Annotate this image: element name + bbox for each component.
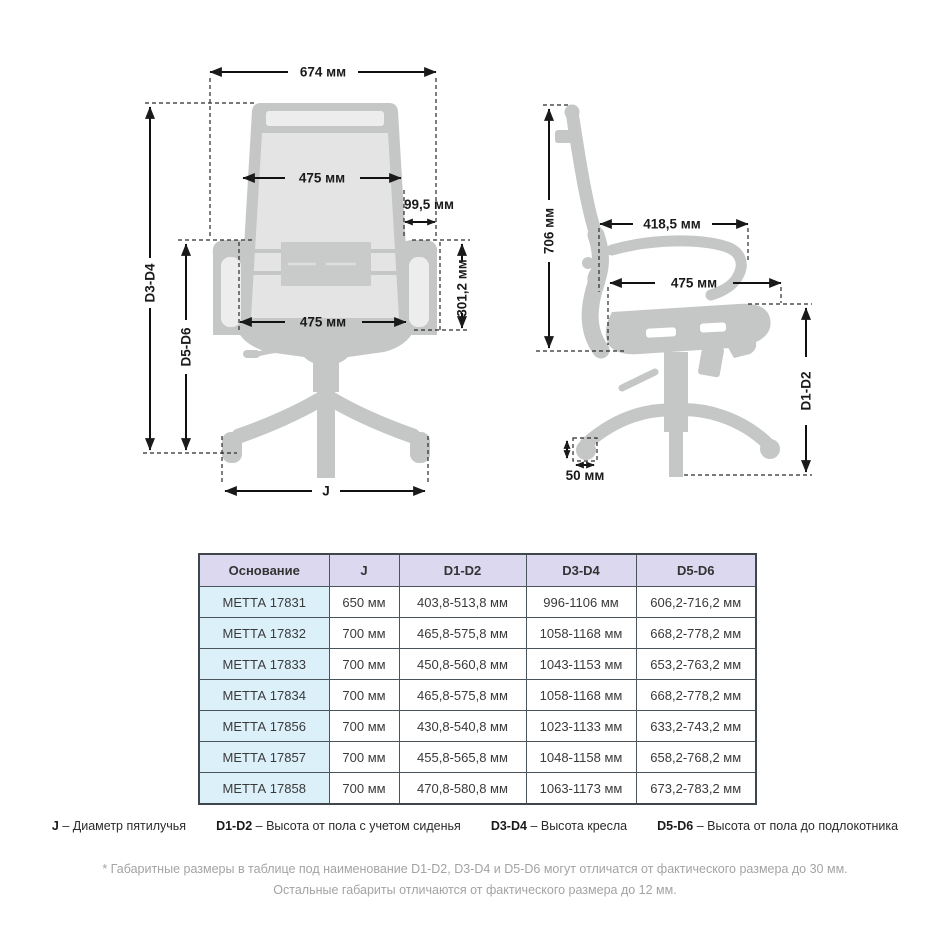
table-row [199,587,756,618]
cell-j: 700 мм [329,680,399,711]
footnote [0,859,950,901]
col-header-d3d4: D3-D4 [526,554,636,587]
dim-d1d2-label: D1-D2 [798,371,814,411]
cell-d1d2: 465,8-575,8 мм [399,680,526,711]
cell-d3d4: 1058-1168 мм [526,680,636,711]
cell-base: МЕТТА 17856 [199,711,329,742]
seat-notch [646,327,676,338]
legend-item-d5d6 [657,819,898,833]
gas-lift-side [664,352,688,432]
dim-caster-label: 50 мм [565,468,605,483]
legend-desc: – Высота от пола с учетом сиденья [255,819,461,833]
cell-d5d6: 673,2-783,2 мм [636,773,756,805]
table-header-row [199,554,756,587]
dim-backrest-width-label: 475 мм [298,170,346,186]
cell-d5d6: 606,2-716,2 мм [636,587,756,618]
table-row [199,773,756,805]
dim-backrest-depth-label: 418,5 мм [643,216,701,232]
cell-d1d2: 465,8-575,8 мм [399,618,526,649]
cell-d5d6: 668,2-778,2 мм [636,618,756,649]
caster [576,440,596,460]
front-view [213,103,437,478]
cell-j: 700 мм [329,618,399,649]
cell-d3d4: 1043-1153 мм [526,649,636,680]
headrest-slot [266,111,384,126]
dim-backrest-height-label: 301,2 мм [454,259,470,317]
cell-base: МЕТТА 17831 [199,587,329,618]
dim-total-height-label: 706 мм [541,207,557,255]
cell-d5d6: 633,2-743,2 мм [636,711,756,742]
legend-item-j [52,819,186,833]
headrest-bracket [555,130,579,143]
legend-term: D5-D6 [657,819,694,833]
armrest-left-slot [221,257,241,327]
footnote-line-2: Остальные габариты отличаются от фактического размера до 12 мм. [273,883,677,897]
table-row [199,618,756,649]
seat-notch [700,322,726,332]
legend-item-d1d2 [216,819,461,833]
side-lever [622,372,655,388]
dim-d3d4-label: D3-D4 [142,263,158,303]
legend-term: D1-D2 [216,819,253,833]
seat-front [237,330,414,365]
cell-d1d2: 450,8-560,8 мм [399,649,526,680]
cell-base: МЕТТА 17857 [199,742,329,773]
cell-j: 700 мм [329,773,399,805]
cell-d1d2: 455,8-565,8 мм [399,742,526,773]
legend-desc: – Высота кресла [530,819,628,833]
cell-j: 700 мм [329,649,399,680]
dim-seat-width-label: 475 мм [299,314,347,330]
legend-term: D3-D4 [490,819,527,833]
col-header-d5d6: D5-D6 [636,554,756,587]
table-row [199,680,756,711]
base-leg-right [326,396,413,436]
caster [222,432,242,463]
legend-item-d3d4 [491,819,627,833]
gas-lift-tube-side [669,428,683,477]
col-header-d1d2: D1-D2 [399,554,526,587]
table-row [199,742,756,773]
cell-d5d6: 668,2-778,2 мм [636,680,756,711]
caster [410,432,430,463]
adjust-lever-tip [243,350,260,358]
dim-seat-depth-label: 475 мм [670,275,718,291]
dimensions-table [198,553,757,805]
dim-total-width-label: 674 мм [299,64,347,80]
cell-d1d2: 470,8-580,8 мм [399,773,526,805]
legend-term: J [51,819,59,833]
table-row [199,649,756,680]
cell-d1d2: 403,8-513,8 мм [399,587,526,618]
cell-d3d4: 996-1106 мм [526,587,636,618]
cell-base: МЕТТА 17833 [199,649,329,680]
legend-desc: – Диаметр пятилучья [62,819,187,833]
base-leg-left [239,396,326,436]
dim-j-label: J [322,483,330,499]
backrest-mesh [251,133,399,318]
cell-j: 650 мм [329,587,399,618]
cell-d1d2: 430,8-540,8 мм [399,711,526,742]
caster [760,439,780,459]
cell-d5d6: 658,2-768,2 мм [636,742,756,773]
armrest-right-slot [409,257,429,327]
col-header-j: J [329,554,399,587]
cell-d3d4: 1063-1173 мм [526,773,636,805]
cell-base: МЕТТА 17834 [199,680,329,711]
cell-d3d4: 1048-1158 мм [526,742,636,773]
cell-j: 700 мм [329,711,399,742]
cell-d3d4: 1058-1168 мм [526,618,636,649]
gas-lift [313,360,339,392]
cell-d5d6: 653,2-763,2 мм [636,649,756,680]
cell-d3d4: 1023-1133 мм [526,711,636,742]
cell-j: 700 мм [329,742,399,773]
legend [0,819,950,833]
cell-base: МЕТТА 17832 [199,618,329,649]
dim-d5d6-label: D5-D6 [178,327,194,367]
side-view [555,105,780,478]
table-row [199,711,756,742]
col-header-base: Основание [199,554,329,587]
legend-desc: – Высота от пола до подлокотника [696,819,899,833]
dim-backrest-offset-label: 99,5 мм [404,197,454,212]
cell-base: МЕТТА 17858 [199,773,329,805]
footnote-line-1: * Габаритные размеры в таблице под наименование D1-D2, D3-D4 и D5-D6 могут отличатся от фактического размера до 30 мм. [102,862,848,876]
